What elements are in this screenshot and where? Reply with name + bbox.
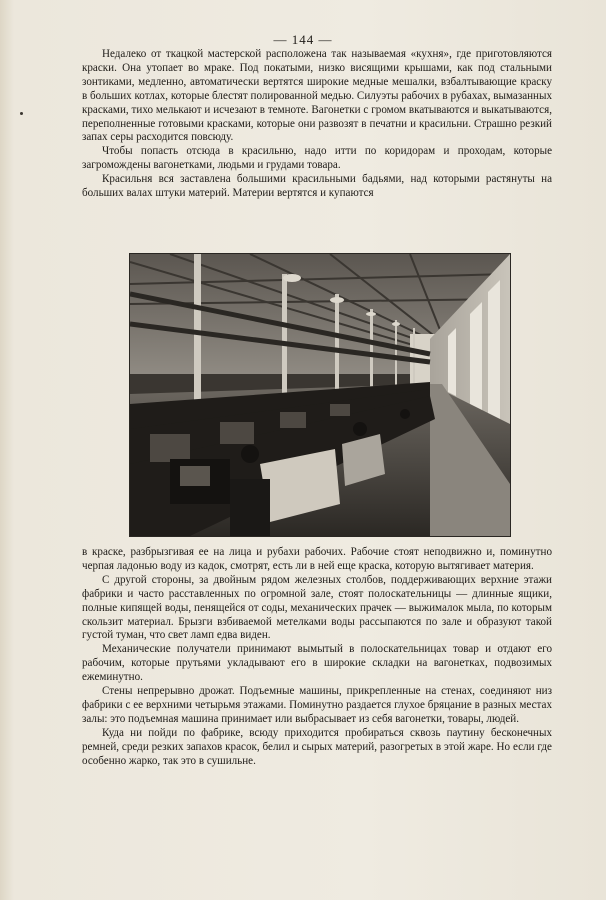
paragraph: Недалеко от ткацкой мастерской расположена так называемая «кухня», где приготовляются краски. Она утопает во мраке. Под покатыми, низко висящими крышами, как под стальными зонтиками, медленно, автоматически вертятся широкие медные мешалки, взбалтывающие краску в больших котлах, которые блестят полированной медью. Силуэты рабочих в рубахах, вымазанных красками, тихо мелькают и исчезают в темноте. Вагонетки с громом вкатываются и выкатываются, переполненные готовыми красками, которые они развозят в печатни и красильни. Страшно резкий запах серы расходится повсюду. (82, 48, 552, 144)
paragraph: Чтобы попасть отсюда в красильню, надо итти по коридорам и проходам, которые загромождены вагонетками, людьми и грудами товара. (82, 145, 552, 172)
text-block-top (82, 48, 552, 201)
paragraph: Куда ни пойди по фабрике, всюду приходится пробираться сквозь паутину бесконечных ремней, среди резких запахов красок, белил и сырых материй, разогретых в этой жаре. Но если где особенно жарко, так это в сушильне. (82, 726, 552, 767)
factory-hall-photo (130, 254, 510, 536)
page-number: — 144 — (273, 32, 333, 47)
paragraph-continuation: в краске, разбрызгивая ее на лица и рубахи рабочих. Рабочие стоят неподвижно и, поминутно черпая ладонью воду из кадок, смотрят, есть ли в ней еще краска, которую вытягивает материя. (82, 546, 552, 572)
paragraph: С другой стороны, за двойным рядом железных столбов, поддерживающих верхние этажи фабрики и часто расставленных по огромной зале, стоят полоскательницы — длинные ящики, полные кипящей воды, пенящейся от соды, механических прачек — выжималок мыла, по которым скользит материал. Брызги взбиваемой метелками воды рассыпаются по зале и образуют такой густой туман, что свет ламп едва виден. (82, 573, 552, 642)
paragraph: Красильня вся заставлена большими красильными бадьями, над которыми растянуты на больших валах штуки материй. Материи вертятся и купаются (82, 173, 552, 200)
paragraph: Механические получатели принимают вымытый в полоскательницах товар и отдают его рабочим, которые прутьями укладывают его в широкие складки на вагонетках, подвозимых ежеминутно. (82, 643, 552, 684)
text-block-bottom (82, 546, 552, 769)
paragraph: Стены непрерывно дрожат. Подъемные машины, прикрепленные на стенах, соединяют низ фабрики с ее верхними четырьмя этажами. Поминутно раздается глухое бряцание в разных местах залы: это подъемная машина принимает или выбрасывает из себя вагонетки, товары, людей. (82, 685, 552, 725)
paper-speck (20, 112, 23, 115)
